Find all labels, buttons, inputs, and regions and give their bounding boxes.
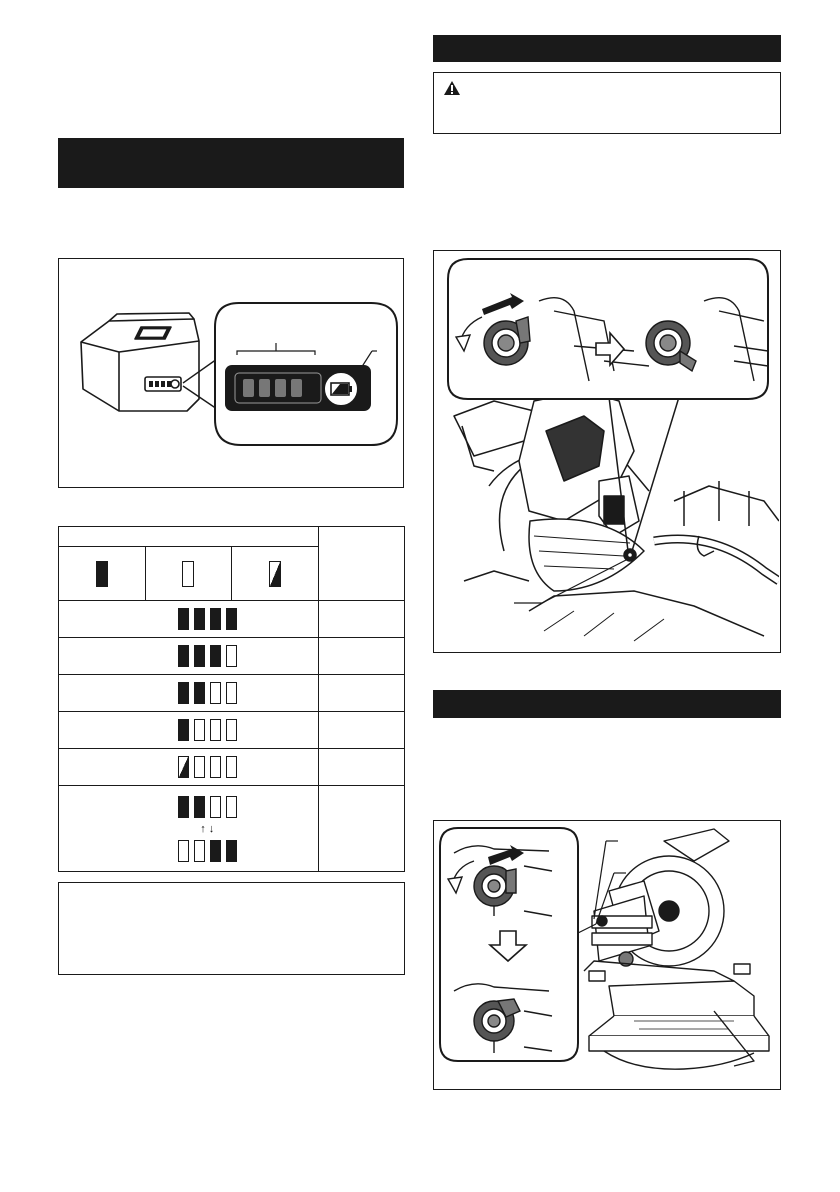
lamp-off-icon	[210, 756, 221, 778]
saw-unlock-figure	[433, 820, 781, 1090]
header-remaining-capacity	[318, 527, 404, 601]
header-indicator-lamps	[59, 527, 319, 547]
section-heading-bar-right-middle	[433, 690, 781, 718]
lamp-blinking-icon	[269, 561, 281, 587]
lock-pin-inset	[448, 259, 768, 399]
lamp-lit-icon	[178, 719, 189, 741]
section-heading-bar-left	[58, 138, 404, 188]
indicator-panel-magnified	[215, 303, 397, 445]
section-heading-bar-right-top	[433, 35, 781, 62]
note-box	[58, 882, 405, 975]
charger-figure	[58, 258, 404, 488]
lamp-off-icon	[226, 796, 237, 818]
legend-off	[145, 547, 232, 601]
lamp-lit-icon	[178, 682, 189, 704]
lamp-lit-icon	[226, 608, 237, 630]
lamp-row-capacity	[318, 601, 404, 638]
lamp-row-capacity	[318, 638, 404, 675]
lamp-off-icon	[210, 719, 221, 741]
lamp-off-icon	[226, 682, 237, 704]
lamp-lit-icon	[194, 682, 205, 704]
lamp-row-indicators	[59, 675, 319, 712]
lamp-row-indicators	[59, 712, 319, 749]
lamp-blink-icon	[178, 756, 189, 778]
special-row-capacity	[318, 786, 404, 872]
table-row	[59, 749, 405, 786]
table-row	[59, 638, 405, 675]
lamp-off-icon	[194, 719, 205, 741]
lamp-lit-icon	[210, 608, 221, 630]
lamp-off-icon	[182, 561, 194, 587]
table-row	[59, 601, 405, 638]
lamp-off-icon	[226, 756, 237, 778]
lamp-row-indicators	[59, 749, 319, 786]
lamp-lit-icon	[194, 645, 205, 667]
table-row	[59, 675, 405, 712]
lamp-row-capacity	[318, 712, 404, 749]
lamp-lit-icon	[194, 796, 205, 818]
saw-lock-figure	[433, 250, 781, 653]
lamp-row-indicators	[59, 638, 319, 675]
lamp-off-icon	[194, 756, 205, 778]
warning-box	[433, 72, 781, 134]
charger-icon	[81, 313, 199, 411]
miter-saw-side-icon	[584, 829, 769, 1069]
saw-lock-illustration	[434, 251, 779, 651]
lamp-lit-icon	[178, 608, 189, 630]
lamp-lit-icon	[194, 608, 205, 630]
lamp-lit-icon	[210, 840, 221, 862]
lamp-lit-icon	[178, 796, 189, 818]
lamp-lit-icon	[210, 645, 221, 667]
saw-unlock-illustration	[434, 821, 779, 1088]
indicator-table	[58, 526, 405, 872]
lamp-lit-icon	[178, 645, 189, 667]
legend-blinking	[232, 547, 319, 601]
alternating-arrows: ↑ ↓	[200, 822, 215, 835]
lamp-lit-icon	[96, 561, 108, 587]
warning-triangle-icon	[443, 80, 461, 96]
special-row-lamps	[59, 786, 319, 872]
miter-saw-icon	[454, 391, 779, 641]
lamp-off-icon	[210, 796, 221, 818]
legend-lit	[59, 547, 146, 601]
lamp-row-capacity	[318, 675, 404, 712]
table-row	[59, 712, 405, 749]
lamp-row-indicators	[59, 601, 319, 638]
lamp-off-icon	[178, 840, 189, 862]
release-pin-inset	[440, 828, 578, 1061]
lamp-lit-icon	[226, 840, 237, 862]
lamp-row-capacity	[318, 749, 404, 786]
charger-illustration	[59, 259, 402, 486]
lamp-off-icon	[226, 719, 237, 741]
lamp-off-icon	[194, 840, 205, 862]
lamp-off-icon	[210, 682, 221, 704]
lamp-off-icon	[226, 645, 237, 667]
